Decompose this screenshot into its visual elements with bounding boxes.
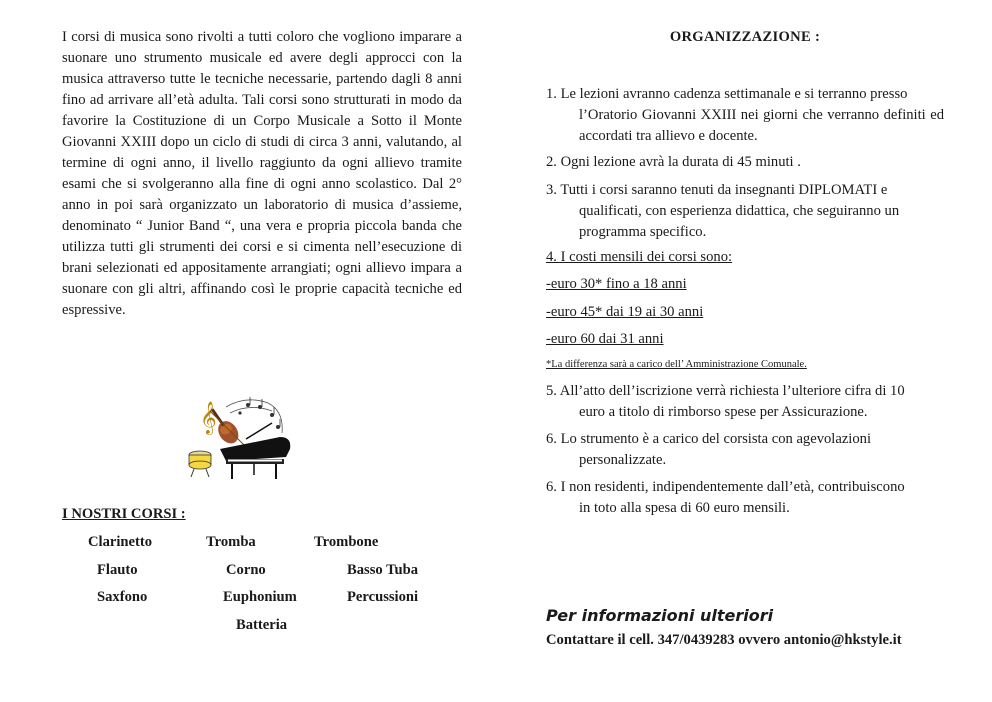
item-3-first-line: 3. Tutti i corsi saranno tenuti da insegnanti DIPLOMATI e: [546, 182, 888, 198]
item-7: [546, 477, 944, 519]
course-batteria: Batteria: [236, 617, 288, 633]
music-instruments-icon: [186, 393, 296, 483]
item-3: [546, 180, 944, 243]
course-flauto: Flauto: [97, 562, 138, 578]
course-clarinetto: Clarinetto: [88, 534, 153, 550]
item-7-first-line: 6. I non residenti, indipendentemente dall’età, contribuiscono: [546, 479, 905, 495]
cost-line-1: -euro 30* fino a 18 anni: [546, 276, 687, 292]
course-percussioni: Percussioni: [347, 589, 419, 605]
item-1-first-line: 1. Le lezioni avranno cadenza settimanale e si terranno presso: [546, 86, 908, 102]
cost-line-3: -euro 60 dai 31 anni: [546, 331, 664, 347]
item-5-rest: euro a titolo di rimborso spese per Assicurazione.: [579, 404, 868, 420]
item-6-rest: personalizzate.: [579, 452, 667, 468]
course-saxfono: Saxfono: [97, 589, 148, 605]
item-1: [546, 84, 944, 147]
item-6: [546, 429, 944, 471]
cost-line-2: -euro 45* dai 19 ai 30 anni: [546, 304, 704, 320]
course-euphonium: Euphonium: [223, 589, 297, 605]
item-3-rest: qualificati, con esperienza didattica, che seguiranno un programma specifico.: [579, 203, 900, 240]
item-2-text: 2. Ogni lezione avrà la durata di 45 minuti .: [546, 154, 801, 170]
course-tromba: Tromba: [206, 534, 256, 550]
item-6-first-line: 6. Lo strumento è a carico del corsista con agevolazioni: [546, 431, 871, 447]
left-column: [62, 27, 462, 321]
svg-text:𝄞: 𝄞: [200, 401, 217, 434]
organizzazione-title: ORGANIZZAZIONE :: [669, 29, 821, 45]
course-trombone: Trombone: [314, 534, 379, 550]
item-1-rest: l’Oratorio Giovanni XXIII nei giorni che verranno definiti ed accordati tra allievo e docente.: [579, 107, 944, 144]
course-corno: Corno: [226, 562, 266, 578]
contact-line: Contattare il cell. 347/0439283 ovvero antonio@hkstyle.it: [546, 632, 902, 648]
info-title: Per informazioni ulteriori: [546, 606, 774, 625]
item-5: [546, 381, 944, 423]
intro-paragraph: I corsi di musica sono rivolti a tutti coloro che vogliono imparare a suonare uno strumento musicale ed avere degli approcci con la musica attraverso tutte le tecniche necessarie, partendo dagli 8 anni fino ad arrivare all’età adulta. Tali corsi sono strutturati in modo da favorire la Costituzione di un Corpo Musicale a Sotto il Monte Giovanni XXIII dopo un ciclo di studi di circa 3 anni, valutando, al termine di ogni anno, il livello raggiunto da ogni allievo tramite esami che si svolgeranno alla fine di ogni anno scolastico. Dal 2° anno in poi sarà organizzato un laboratorio di musica d’assieme, denominato “ Junior Band “, una vera e propria piccola banda che utilizza tutti gli strumenti dei corsi e si cimenta nell’esecuzione di brani selezionati ed appositamente arrangiati; ogni allievo impara a suonare con gli altri, affinando così le proprie capacità tecniche ed espressive.: [62, 29, 462, 318]
item-2: [546, 152, 944, 173]
item-5-first-line: 5. All’atto dell’iscrizione verrà richiesta l’ulteriore cifra di 10: [546, 383, 905, 399]
item-4-costs-heading: 4. I costi mensili dei corsi sono:: [546, 249, 733, 265]
courses-title: I NOSTRI CORSI :: [62, 506, 186, 522]
course-basso-tuba: Basso Tuba: [347, 562, 418, 578]
cost-footnote: *La differenza sarà a carico dell’ Amministrazione Comunale.: [546, 359, 807, 370]
item-7-rest: in toto alla spesa di 60 euro mensili.: [579, 500, 790, 516]
